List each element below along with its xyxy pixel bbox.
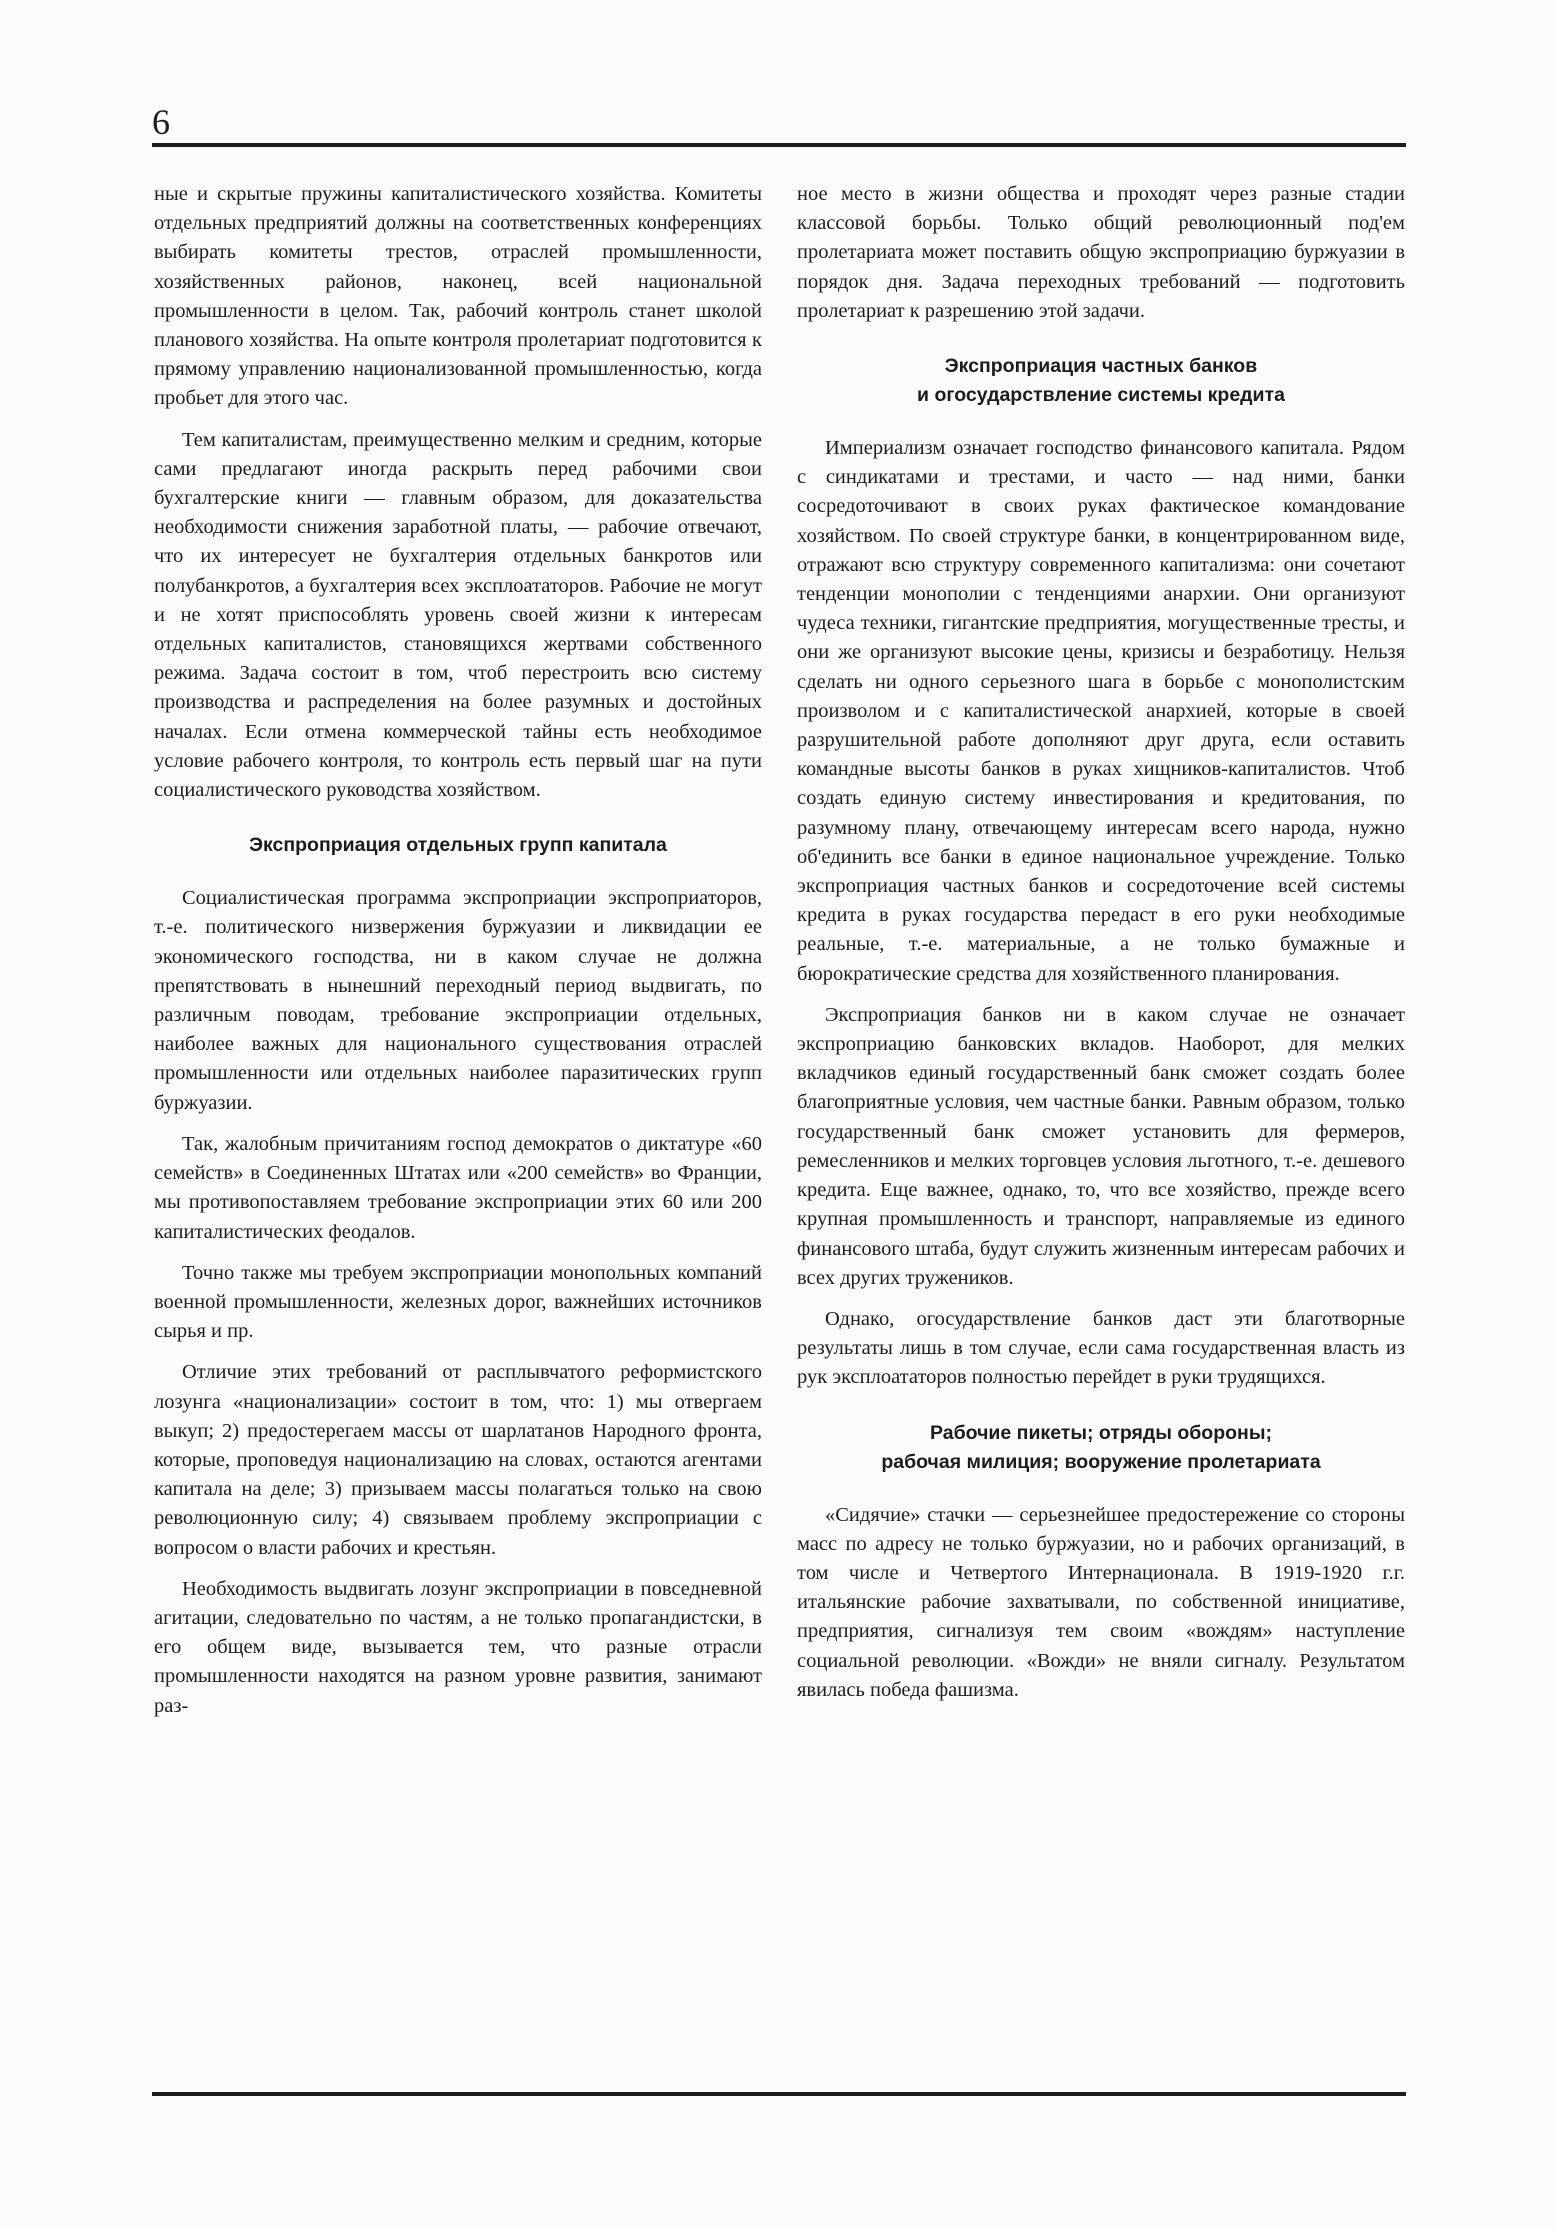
section-heading-line: Экспроприация частных банков bbox=[944, 355, 1258, 378]
paragraph: ное место в жизни общества и проходят через разные стадии классовой борьбы. Только общий революционный под'ем пролетариата может поставить общую экспроприацию буржуазии в порядок дня. Задача переходных требований — подготовить пролетариат к разрешению этой задачи. bbox=[797, 183, 1405, 322]
paragraph: Тем капиталистам, преимущественно мелким и средним, которые сами предлагают иногда раскрыть перед рабочими свои бухгалтерские книги — главным образом, для доказательства необходимости снижения заработной платы, — рабочие отвечают, что их интересует не бухгалтерия отдельных банкротов или полубанкротов, а бухгалтерия всех эксплоататоров. Рабочие не могут и не хотят приспособлять уровень своей жизни к интересам отдельных капиталистов, становящихся жертвами собственного режима. Задача состоит в том, чтоб перестроить всю систему производства и распределения на более разумных и достойных началах. Если отмена коммерческой тайны есть необходимое условие рабочего контроля, то контроль есть первый шаг на пути социалистического руководства хозяйством. bbox=[154, 428, 762, 802]
paragraph: Отличие этих требований от расплывчатого реформистского лозунга «национализации» состоит в том, что: 1) мы отвергаем выкуп; 2) предостерегаем массы от шарлатанов Народного фронта, которые, проповедуя национализацию на словах, остаются агентами капитала на деле; 3) призываем массы полагаться только на свою революционную силу; 4) связываем проблему экспроприации с вопросом о власти рабочих и крестьян. bbox=[154, 1361, 762, 1559]
section-heading-line: и огосударствление системы кредита bbox=[917, 384, 1285, 407]
section-heading-line: Экспроприация отдельных групп капитала bbox=[249, 834, 667, 857]
left-column bbox=[154, 180, 762, 1733]
section-heading-line: рабочая милиция; вооружение пролетариата bbox=[881, 1450, 1321, 1473]
paragraph: Империализм означает господство финансового капитала. Рядом с синдикатами и трестами, и часто — над ними, банки сосредоточивают в своих руках фактическое командование хозяйством. По своей структуре банки, в концентрированном виде, отражают всю структуру современного капитализма: они сочетают тенденции монополии с тенденциями анархии. Они организуют чудеса техники, гигантские предприятия, могущественные тресты, и они же организуют высокие цены, кризисы и безработицу. Нельзя сделать ни одного серьезного шага в борьбе с монополистским произволом и с капиталистической анархией, которые в своей разрушительной работе дополняют друг друга, если оставить командные высоты банков в руках хищников-капиталистов. Чтоб создать единую систему инвестирования и кредитования, по разумному плану, отвечающему интересам всего народа, нужно об'единить все банки в единое национальное учреждение. Только экспроприация частных банков и сосредоточение всей системы кредита в руках государства передаст в его руки необходимые реальные, т.-е. материальные, а не только бумажные и бюрократические средства для хозяйственного планирования. bbox=[797, 437, 1405, 985]
paragraph: Необходимость выдвигать лозунг экспроприации в повседневной агитации, следовательно по частям, а не только пропагандистски, в его общем виде, вызывается тем, что разные отрасли промышленности находятся на разном уровне развития, занимают раз- bbox=[154, 1577, 762, 1717]
paragraph: Однако, огосударствление банков даст эти благотворные результаты лишь в том случае, если сама государственная власть из рук эксплоататоров полностью перейдет в руки трудящихся. bbox=[797, 1307, 1405, 1389]
paragraph: Так, жалобным причитаниям господ демократов о диктатуре «60 семейств» в Соединенных Штатах или «200 семейств» во Франции, мы противопоставляем требование экспроприации этих 60 или 200 капиталистических феодалов. bbox=[154, 1132, 762, 1243]
section-heading bbox=[797, 1419, 1405, 1477]
section-heading-line: Рабочие пикеты; отряды обороны; bbox=[930, 1421, 1272, 1444]
section-heading bbox=[797, 352, 1405, 410]
paragraph: Социалистическая программа экспроприации экспроприаторов, т.-е. политического низвержения буржуазии и ликвидации ее экономического господства, ни в каком случае не должна препятствовать в нынешний переходный период выдвигать, по различным поводам, требование экспроприации отдельных, наиболее важных для национального существования отраслей промышленности или отдельных наиболее паразитических групп буржуазии. bbox=[154, 887, 762, 1114]
right-column bbox=[797, 180, 1405, 1717]
page-number: 6 bbox=[152, 102, 170, 142]
paragraph: «Сидячие» стачки — серьезнейшее предостережение со стороны масс по адресу не только буржуазии, но и рабочих организаций, в том числе и Четвертого Интернационала. В 1919-1920 г.г. итальянские рабочие захватывали, по собственной инициативе, предприятия, сигнализуя тем своим «вождям» наступление социальной революции. «Вожди» не вняли сигналу. Результатом явилась победа фашизма. bbox=[797, 1503, 1405, 1701]
section-heading bbox=[154, 831, 762, 860]
paragraph: Точно также мы требуем экспроприации монопольных компаний военной промышленности, железных дорог, важнейших источников сырья и пр. bbox=[154, 1261, 762, 1343]
top-rule bbox=[152, 143, 1406, 147]
paragraph: ные и скрытые пружины капиталистического хозяйства. Комитеты отдельных предприятий должны на соответственных конференциях выбирать комитеты трестов, отраслей промышленности, хозяйственных районов, наконец, всей национальной промышленности в целом. Так, рабочий контроль станет школой планового хозяйства. На опыте контроля пролетариат подготовится к прямому управлению национализованной промышленностью, когда пробьет для этого час. bbox=[154, 183, 762, 410]
paragraph: Экспроприация банков ни в каком случае не означает экспроприацию банковских вкладов. Наоборот, для мелких вкладчиков единый государственный банк сможет создать более благоприятные условия, чем частные банки. Равным образом, только государственный банк сможет установить для фермеров, ремесленников и мелких торговцев условия льготного, т.-е. дешевого кредита. Еще важнее, однако, то, что все хозяйство, прежде всего крупная промышленность и транспорт, направляемые из единого финансового штаба, будут служить жизненным интересам рабочих и всех других тружеников. bbox=[797, 1003, 1405, 1289]
bottom-rule bbox=[152, 2092, 1406, 2096]
